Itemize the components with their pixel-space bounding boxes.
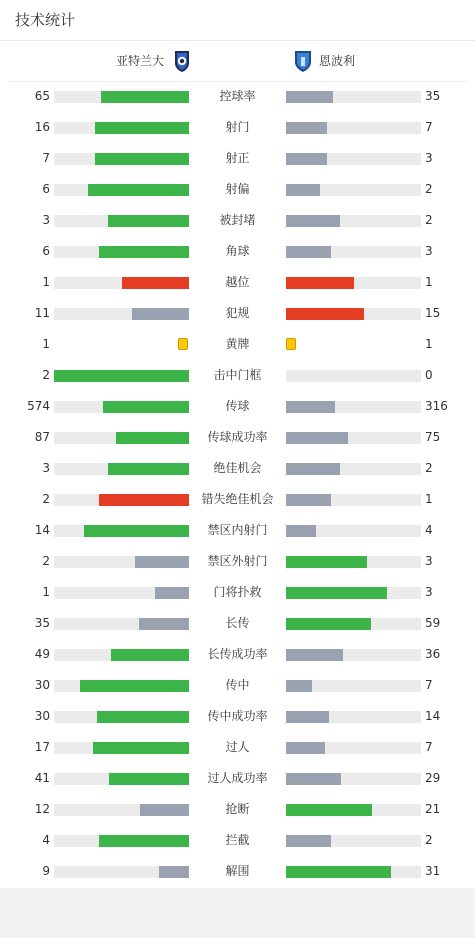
- stat-label: 过人: [225, 740, 250, 754]
- home-value: 41: [34, 771, 50, 785]
- stat-label: 越位: [225, 275, 250, 289]
- home-bar-track: [54, 866, 189, 878]
- home-bar-fill: [135, 556, 189, 568]
- stat-label: 传球: [225, 399, 250, 413]
- stat-row: [0, 484, 475, 515]
- away-bar-track: [286, 556, 421, 568]
- away-value: 7: [425, 678, 433, 692]
- home-bar-track: [54, 215, 189, 227]
- away-bar-track: [286, 587, 421, 599]
- away-bar-track: [286, 618, 421, 630]
- away-bar-track: [286, 401, 421, 413]
- stat-row: [0, 112, 475, 143]
- stat-row: [0, 174, 475, 205]
- stat-label: 传球成功率: [207, 430, 268, 444]
- stat-row: [0, 360, 475, 391]
- away-value: 14: [425, 709, 441, 723]
- home-bar-track: [54, 525, 189, 537]
- home-value: 12: [34, 802, 50, 816]
- away-value: 0: [425, 368, 433, 382]
- away-value: 31: [425, 864, 441, 878]
- away-bar-fill: [286, 432, 348, 444]
- home-bar-fill: [116, 432, 189, 444]
- away-value: 36: [425, 647, 441, 661]
- away-bar-track: [286, 711, 421, 723]
- away-bar-fill: [286, 680, 312, 692]
- home-bar-fill: [88, 184, 189, 196]
- stat-label: 控球率: [219, 89, 256, 103]
- home-bar-fill: [84, 525, 189, 537]
- home-bar-fill: [108, 215, 189, 227]
- away-value: 2: [425, 182, 433, 196]
- home-bar-fill: [99, 246, 189, 258]
- stat-row: [0, 422, 475, 453]
- away-value: 29: [425, 771, 441, 785]
- home-bar-fill: [101, 91, 189, 103]
- stat-row: [0, 608, 475, 639]
- home-value: 3: [42, 213, 50, 227]
- away-value: 7: [425, 740, 433, 754]
- home-bar-track: [54, 556, 189, 568]
- home-yellow-card-icon: [178, 338, 188, 350]
- away-value: 3: [425, 244, 433, 258]
- away-bar-track: [286, 525, 421, 537]
- away-bar-fill: [286, 184, 320, 196]
- home-value: 11: [34, 306, 50, 320]
- away-bar-fill: [286, 401, 335, 413]
- home-value: 2: [42, 492, 50, 506]
- away-bar-track: [286, 308, 421, 320]
- home-value: 17: [34, 740, 50, 754]
- away-bar-fill: [286, 618, 371, 630]
- stat-row: [0, 205, 475, 236]
- home-bar-track: [54, 246, 189, 258]
- away-bar-track: [286, 277, 421, 289]
- away-value: 3: [425, 585, 433, 599]
- home-bar-track: [54, 153, 189, 165]
- stat-row: [0, 391, 475, 422]
- away-bar-fill: [286, 494, 331, 506]
- away-bar-fill: [286, 556, 367, 568]
- away-value: 2: [425, 213, 433, 227]
- home-bar-fill: [159, 866, 189, 878]
- away-bar-track: [286, 804, 421, 816]
- home-bar-fill: [80, 680, 189, 692]
- home-bar-fill: [97, 711, 189, 723]
- home-bar-fill: [109, 773, 189, 785]
- home-bar-fill: [155, 587, 189, 599]
- home-bar-track: [54, 494, 189, 506]
- stat-row: [0, 825, 475, 856]
- home-value: 1: [42, 275, 50, 289]
- home-bar-track: [54, 91, 189, 103]
- page-title: 技术统计: [15, 11, 76, 29]
- home-bar-track: [54, 463, 189, 475]
- away-bar-track: [286, 649, 421, 661]
- stat-row: [0, 453, 475, 484]
- home-bar-track: [54, 618, 189, 630]
- home-value: 574: [27, 399, 50, 413]
- away-value: 1: [425, 492, 433, 506]
- stat-label: 解围: [225, 864, 250, 878]
- away-team[interactable]: [293, 49, 355, 73]
- stat-row: [0, 639, 475, 670]
- away-bar-fill: [286, 804, 372, 816]
- away-value: 75: [425, 430, 441, 444]
- home-value: 14: [34, 523, 50, 537]
- away-value: 3: [425, 151, 433, 165]
- home-bar-fill: [140, 804, 189, 816]
- home-bar-track: [54, 773, 189, 785]
- stat-label: 传中成功率: [207, 709, 268, 723]
- stat-label: 传中: [225, 678, 250, 692]
- home-bar-fill: [111, 649, 189, 661]
- away-bar-fill: [286, 122, 327, 134]
- stat-row: [0, 670, 475, 701]
- away-bar-fill: [286, 835, 331, 847]
- stat-label: 绝佳机会: [213, 461, 262, 475]
- away-bar-fill: [286, 866, 391, 878]
- home-bar-fill: [95, 122, 190, 134]
- stat-row: [0, 236, 475, 267]
- home-bar-fill: [139, 618, 189, 630]
- home-bar-track: [54, 122, 189, 134]
- home-bar-track: [54, 277, 189, 289]
- stat-row: [0, 701, 475, 732]
- stat-row: [0, 577, 475, 608]
- away-bar-fill: [286, 463, 340, 475]
- stat-label: 过人成功率: [207, 771, 268, 785]
- empoli-crest-icon: [293, 49, 313, 73]
- away-bar-track: [286, 494, 421, 506]
- home-value: 1: [42, 585, 50, 599]
- home-bar-track: [54, 804, 189, 816]
- away-bar-fill: [286, 246, 331, 258]
- stat-row: [0, 794, 475, 825]
- away-value: 59: [425, 616, 441, 630]
- stat-label: 被封堵: [219, 213, 256, 227]
- home-bar-track: [54, 308, 189, 320]
- home-bar-track: [54, 835, 189, 847]
- home-value: 6: [42, 182, 50, 196]
- away-value: 3: [425, 554, 433, 568]
- away-bar-track: [286, 184, 421, 196]
- home-value: 16: [34, 120, 50, 134]
- stat-row: [0, 546, 475, 577]
- away-value: 21: [425, 802, 441, 816]
- away-value: 35: [425, 89, 441, 103]
- home-bar-track: [54, 711, 189, 723]
- stats-list: [0, 81, 475, 887]
- away-bar-track: [286, 463, 421, 475]
- away-value: 2: [425, 833, 433, 847]
- teams-header: [8, 41, 467, 82]
- away-bar-track: [286, 122, 421, 134]
- stat-label: 错失绝佳机会: [201, 492, 274, 506]
- stat-label: 射偏: [225, 182, 250, 196]
- stat-label: 射正: [225, 151, 250, 165]
- away-value: 1: [425, 275, 433, 289]
- stat-label: 拦截: [225, 833, 250, 847]
- home-bar-track: [54, 184, 189, 196]
- home-value: 2: [42, 554, 50, 568]
- stat-row: [0, 732, 475, 763]
- home-value: 87: [34, 430, 50, 444]
- away-bar-fill: [286, 711, 329, 723]
- stat-label: 击中门框: [213, 368, 262, 382]
- stat-row: [0, 763, 475, 794]
- home-bar-fill: [122, 277, 190, 289]
- home-value: 2: [42, 368, 50, 382]
- home-bar-track: [54, 680, 189, 692]
- stat-row: [0, 298, 475, 329]
- home-bar-track: [54, 370, 189, 382]
- away-value: 2: [425, 461, 433, 475]
- stat-label: 黄牌: [225, 337, 250, 351]
- stat-label: 射门: [225, 120, 250, 134]
- away-bar-fill: [286, 649, 343, 661]
- away-bar-track: [286, 246, 421, 258]
- away-value: 15: [425, 306, 441, 320]
- home-value: 35: [34, 616, 50, 630]
- away-value: 4: [425, 523, 433, 537]
- away-bar-track: [286, 432, 421, 444]
- home-bar-fill: [93, 742, 189, 754]
- stat-label: 角球: [225, 244, 250, 258]
- away-bar-track: [286, 153, 421, 165]
- stat-label: 禁区外射门: [207, 554, 268, 568]
- away-bar-track: [286, 680, 421, 692]
- away-bar-fill: [286, 153, 327, 165]
- home-team-name: 亚特兰大: [115, 54, 164, 68]
- home-bar-fill: [99, 835, 189, 847]
- home-bar-fill: [103, 401, 189, 413]
- home-value: 9: [42, 864, 50, 878]
- away-value: 7: [425, 120, 433, 134]
- stat-row: [0, 329, 475, 360]
- away-yellow-card-icon: [286, 338, 296, 350]
- away-bar-fill: [286, 277, 354, 289]
- home-value: 65: [34, 89, 50, 103]
- stat-label: 长传: [225, 616, 250, 630]
- home-value: 30: [34, 709, 50, 723]
- home-bar-track: [54, 649, 189, 661]
- stat-label: 抢断: [225, 802, 250, 816]
- home-value: 7: [42, 151, 50, 165]
- atalanta-crest-icon: [172, 49, 192, 73]
- home-value: 1: [42, 337, 50, 351]
- home-value: 3: [42, 461, 50, 475]
- away-bar-fill: [286, 773, 341, 785]
- home-bar-track: [54, 587, 189, 599]
- stat-label: 禁区内射门: [207, 523, 268, 537]
- away-bar-fill: [286, 587, 387, 599]
- stat-row: [0, 81, 475, 112]
- home-bar-fill: [132, 308, 189, 320]
- stat-label: 门将扑救: [213, 585, 262, 599]
- home-value: 4: [42, 833, 50, 847]
- stat-row: [0, 143, 475, 174]
- home-bar-fill: [54, 370, 189, 382]
- away-bar-track: [286, 91, 421, 103]
- stat-row: [0, 267, 475, 298]
- home-bar-track: [54, 401, 189, 413]
- away-bar-fill: [286, 91, 333, 103]
- stat-label: 犯规: [225, 306, 250, 320]
- home-bar-fill: [99, 494, 189, 506]
- home-value: 6: [42, 244, 50, 258]
- home-bar-track: [54, 742, 189, 754]
- away-value: 1: [425, 337, 433, 351]
- away-bar-fill: [286, 525, 316, 537]
- home-bar-track: [54, 432, 189, 444]
- home-bar-fill: [95, 153, 190, 165]
- away-bar-track: [286, 866, 421, 878]
- away-bar-track: [286, 835, 421, 847]
- away-bar-fill: [286, 215, 340, 227]
- away-team-name: 恩波利: [319, 54, 356, 68]
- away-bar-track: [286, 773, 421, 785]
- home-value: 30: [34, 678, 50, 692]
- stat-row: [0, 515, 475, 546]
- away-bar-track: [286, 215, 421, 227]
- away-bar-track: [286, 742, 421, 754]
- home-value: 49: [34, 647, 50, 661]
- away-bar-track: [286, 370, 421, 382]
- stat-label: 长传成功率: [207, 647, 268, 661]
- stat-row: [0, 856, 475, 887]
- home-bar-fill: [108, 463, 189, 475]
- away-value: 316: [425, 399, 448, 413]
- away-bar-fill: [286, 742, 325, 754]
- home-team[interactable]: [116, 49, 192, 73]
- away-bar-fill: [286, 308, 364, 320]
